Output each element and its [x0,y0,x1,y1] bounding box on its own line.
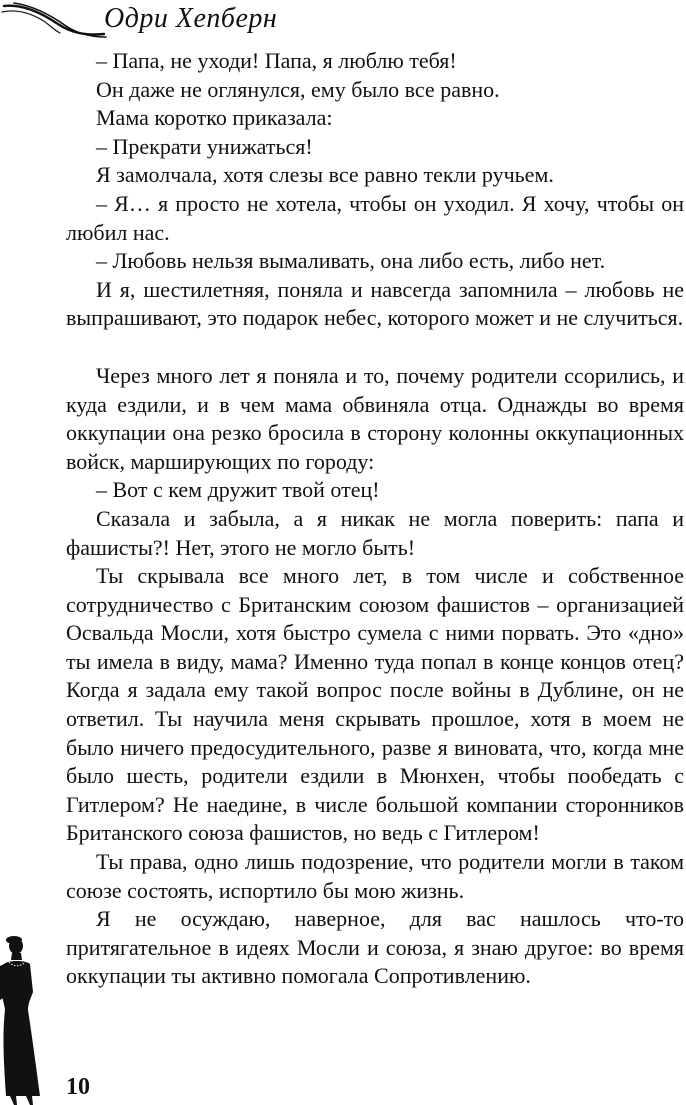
paragraph: Он даже не оглянулся, ему было все равно. [96,76,500,102]
paragraph: Я замолчала, хотя слезы все равно текли ручьем. [96,162,554,188]
paragraph: И я, шестилетняя, поняла и навсегда запомнила – любовь не выпрашивают, это подарок небес, которого может и не случиться. [66,276,684,331]
swirl-ornament-icon [0,0,110,42]
paragraph: Сказала и забыла, а я никак не могла поверить: папа и фашисты?! Нет, этого не могло быть! [66,505,684,560]
woman-silhouette-icon [0,936,48,1105]
paragraph: Мама коротко приказала: [96,105,333,131]
paragraph: – Вот с кем дружит твой отец! [96,477,380,503]
page-number: 10 [66,1074,90,1100]
paragraph: Ты скрывала все много лет, в том числе и собственное сотрудничество с Британским союзом фашистов – организацией Освальда Мосли, хотя быстро сумела с ними порвать. Это «дно» ты имела в виду, мама? Именно туда попал в конце концов отец? Когда я задала ему такой вопрос после войны в Дублине, он не ответил. Ты научила меня скрывать прошлое, хотя в моем не было ничего предосудительного, разве я виновата, что, когда мне было шесть, родители ездили в Мюнхен, чтобы пообедать с Гитлером? Не наедине, в числе большой компании сторонников Британского союза фашистов, но ведь с Гитлером! [66,563,684,846]
paragraph: – Я… я просто не хотела, чтобы он уходил. Я хочу, чтобы он любил нас. [66,190,684,245]
body-text [66,47,684,991]
paragraph: Ты права, одно лишь подозрение, что родители могли в таком союзе состоять, испортило бы мою жизнь. [66,849,684,903]
page-header [0,0,686,42]
paragraph: Через много лет я поняла и то, почему родители ссорились, и куда ездили, и в чем мама обвиняла отца. Однажды во время оккупации она резко бросила в сторону колонны оккупационных войск, марширующих по городу: [66,362,684,474]
paragraph: – Папа, не уходи! Папа, я люблю тебя! [96,48,457,73]
paragraph: Я не осуждаю, наверное, для вас нашлось что-то притягательное в идеях Мосли и союза, я знаю другое: во время оккупации ты активно помогала Сопротивлению. [66,906,684,989]
running-head-title: Одри Хепберн [104,3,278,34]
paragraph: – Любовь нельзя вымаливать, она либо есть, либо нет. [96,248,606,274]
paragraph: – Прекрати унижаться! [96,133,313,159]
